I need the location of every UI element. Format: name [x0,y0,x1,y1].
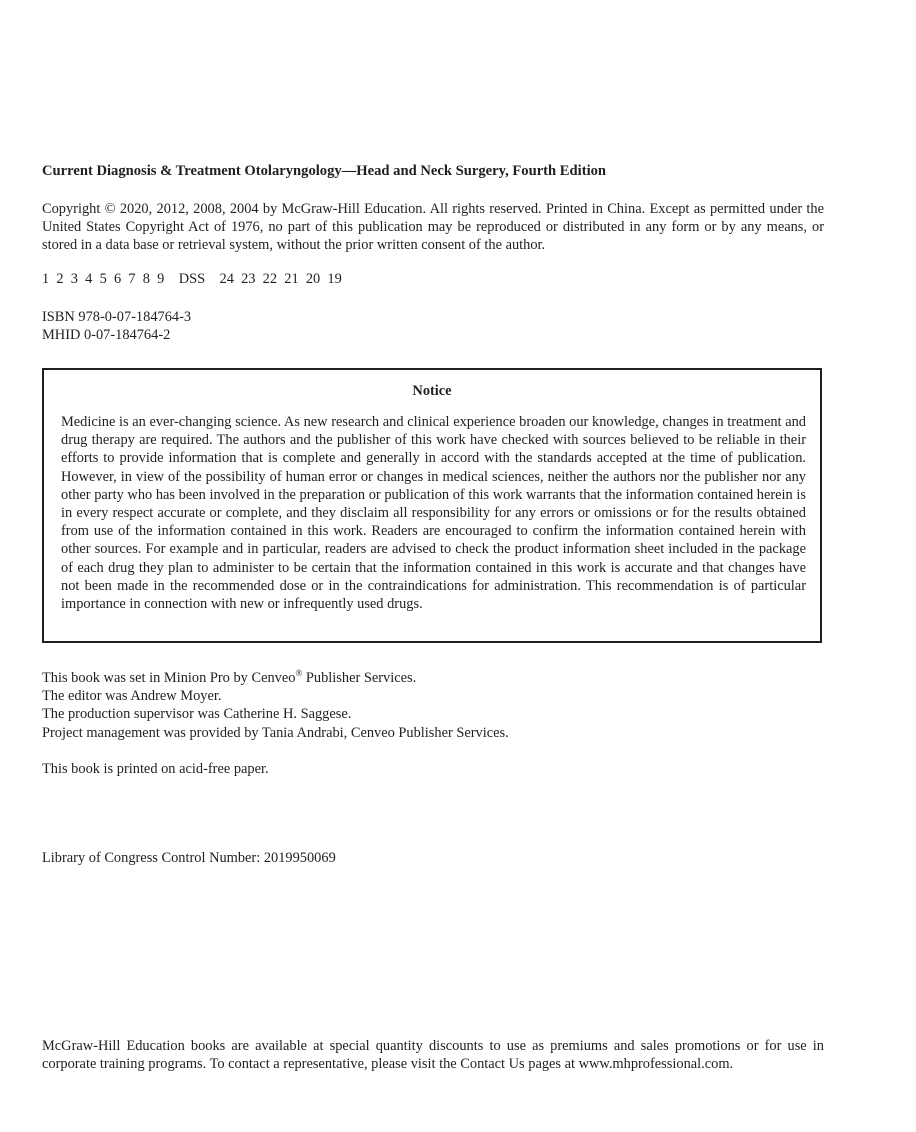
acid-free-note: This book is printed on acid-free paper. [42,761,269,777]
print-line: 1 2 3 4 5 6 7 8 9 DSS 24 23 22 21 20 19 [42,271,342,287]
isbn-block [42,308,191,344]
typeset-credit-suffix: Publisher Services. [302,670,417,686]
loc-control-number: Library of Congress Control Number: 2019950069 [42,850,336,866]
book-title: Current Diagnosis & Treatment Otolaryngology—Head and Neck Surgery, Fourth Edition [42,163,607,179]
editor-credit: The editor was Andrew Moyer. [42,688,222,705]
copyright-statement: Copyright © 2020, 2012, 2008, 2004 by McGraw-Hill Education. All rights reserved. Printed in China. Except as permitted under the United States Copyright Act of 1976, no part of this publication may be reproduced or distributed in any form or by any means, or stored in a data base or retrieval system, without the prior written consent of the author. [42,201,824,253]
typeset-credit-text: This book was set in Minion Pro by Cenveo [42,670,296,686]
mhid: MHID 0-07-184764-2 [42,327,171,343]
sales-footer: McGraw-Hill Education books are available at special quantity discounts to use as premiums and sales promotions or for use in corporate training programs. To contact a representative, please visit the Contact Us pages at www.mhprofessional.com. [42,1038,824,1072]
registered-mark: ® [295,668,303,678]
production-credits [42,669,509,742]
notice-title: Notice [412,383,452,399]
isbn: ISBN 978-0-07-184764-3 [42,309,192,325]
notice-box [42,368,822,643]
project-credit: Project management was provided by Tania Andrabi, Cenveo Publisher Services. [42,724,509,741]
notice-body: Medicine is an ever-changing science. As new research and clinical experience broaden our knowledge, changes in treatment and drug therapy are required. The authors and the publisher of this work have checked with sources believed to be reliable in their efforts to provide information that is complete and generally in accord with the standards accepted at the time of publication. However, in view of the possibility of human error or changes in medical sciences, neither the authors nor the publisher nor any other party who has been involved in the preparation or publication of this work warrants that the information contained herein is in every respect accurate or complete, and they disclaim all responsibility for any errors or omissions or for the results obtained from use of the information contained in this work. Readers are encouraged to confirm the information contained herein with other sources. For example and in particular, readers are advised to check the product information sheet included in the package of each drug they plan to administer to be certain that the information contained in this work is accurate and that changes have not been made in the recommended dose or in the contraindications for administration. This recommendation is of particular importance in connection with new or infrequently used drugs. [61,414,806,613]
production-credit: The production supervisor was Catherine H. Saggese. [42,706,352,723]
typeset-credit [42,669,509,687]
